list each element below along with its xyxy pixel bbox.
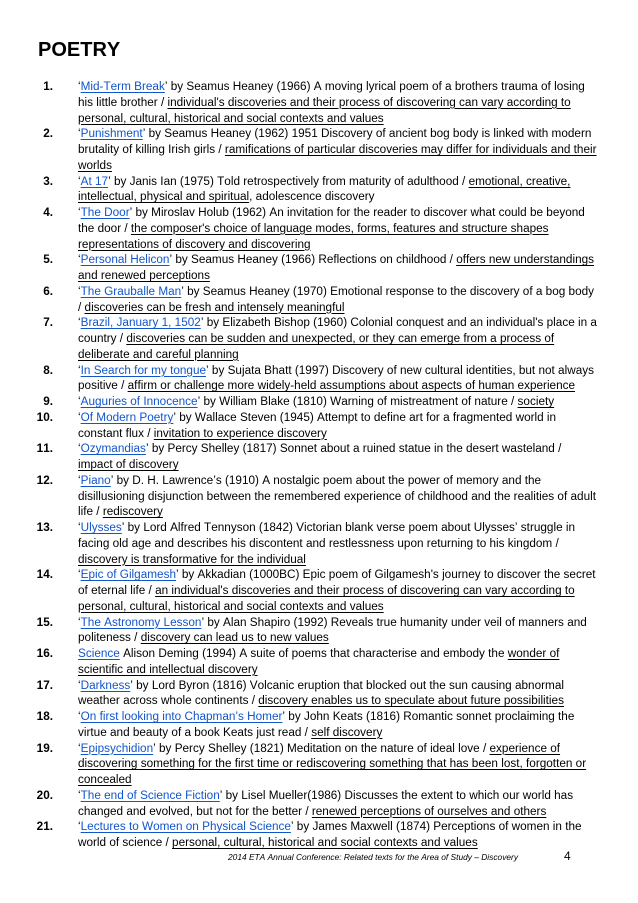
description-text: ‘ [78,253,81,267]
item-number: 20. [36,788,53,802]
description-text: ’ by Percy Shelley (1817) Sonnet about a ruined statue in the desert wasteland / [145,442,562,456]
theme-text: discovery is transformative for the individual [78,552,306,566]
text-line [78,741,638,757]
description-text: ’ by Seamus Heaney (1966) Reflections on childhood / [169,253,457,267]
text-line [78,426,638,442]
item-number: 13. [36,521,53,534]
item-text [78,441,638,473]
list-item [0,205,638,252]
text-line [78,158,638,174]
text-line [78,394,638,410]
list-item [0,615,638,647]
item-number: 15. [36,615,53,629]
description-text: ‘ [78,473,81,487]
item-text [78,79,638,126]
text-line [78,473,638,489]
description-text: changed and evolved, but not for the better / [78,804,312,818]
text-line [78,630,638,646]
description-text: ’ by William Blake (1810) Warning of mistreatment of nature / [197,395,518,408]
theme-text: personal, cultural, historical and social contexts and values [172,836,478,849]
theme-text: rediscovery [102,505,163,519]
item-number: 4. [43,206,53,219]
text-line [78,221,638,237]
description-text: ’ by Percy Shelley (1821) Meditation on the nature of ideal love / [153,741,490,755]
theme-text: impact of discovery [78,458,179,471]
text-line [78,347,638,363]
text-line [78,363,638,379]
description-text: ‘ [78,678,81,692]
item-text [78,678,638,710]
description-text: ‘ [78,127,81,141]
description-text: brutality of killing Irish girls / [78,143,225,156]
text-line [78,725,638,741]
description-text: the door / [78,221,131,235]
description-text: ‘ [78,741,81,755]
list-item [0,126,638,173]
poem-title-link[interactable]: The Astronomy Lesson [80,615,202,629]
description-text: Alison Deming (1994) A suite of poems that characterise and embody the [119,647,508,660]
description-text: ’ by Wallace Steven (1945) Attempt to define art for a fragmented world in [173,410,557,424]
item-number: 21. [36,820,53,834]
theme-text: offers new understandings [456,253,595,267]
item-number: 18. [36,710,53,723]
list-item [0,441,638,473]
text-line [78,378,638,394]
text-line [78,268,638,284]
text-line [78,410,638,426]
description-text: ’ by Akkadian (1000BC) Epic poem of Gilgamesh's journey to discover the secret [175,568,596,582]
theme-text: representations of discovery and discovering [78,237,311,251]
description-text: ’ by Miroslav Holub (1962) An invitation for the reader to discover what could be beyond [129,206,585,219]
poem-title-link[interactable]: The Door [80,206,130,219]
text-line [78,693,638,709]
item-text [78,126,638,173]
text-line [78,599,638,615]
description-text: positive / [78,379,128,393]
poem-title-link[interactable]: Auguries of Innocence [80,395,198,408]
text-line [78,284,638,300]
item-number: 11. [36,442,53,456]
list-item [0,284,638,316]
description-text: ’ by Sujata Bhatt (1997) Discovery of new cultural identities, but not always [206,363,594,377]
description-text: ’ by D. H. Lawrence’s (1910) A nostalgic poem about the power of memory and the [110,473,542,487]
item-number: 9. [43,395,53,408]
poem-title-link[interactable]: Darkness [80,678,131,692]
list-item [0,520,638,567]
list-item [0,473,638,520]
text-line [78,142,638,158]
poem-title-link[interactable]: Of Modern Poetry [80,410,174,424]
description-text: ‘ [78,568,81,582]
poem-list [0,79,638,851]
text-line [78,583,638,599]
item-number: 17. [36,678,53,692]
footer-text: 2014 ETA Annual Conference: Related texts for the Area of Study – Discovery [228,852,519,862]
poem-title-link[interactable]: Piano [80,473,111,487]
text-line [78,646,638,662]
poem-title-link[interactable]: At 17 [80,174,109,188]
list-item [0,315,638,362]
description-text: world of science / [78,836,173,849]
description-text: ‘ [78,284,81,298]
description-text: ‘ [78,395,81,408]
theme-text: discoveries can be sudden and unexpected, or they can emerge from a process of [126,332,555,345]
text-line [78,111,638,127]
list-item [0,709,638,741]
item-number: 7. [43,316,53,330]
item-number: 3. [43,174,53,188]
theme-text: discovery enables us to speculate about future possibilities [258,694,564,708]
text-line [78,536,638,552]
theme-text: discovering something for the first time or rediscovering something that has been lost, forgotten or [78,757,587,771]
theme-text: society [517,395,555,408]
description-text: ‘ [78,316,81,330]
description-text: virtue and beauty of a book Keats just read / [78,725,312,739]
poem-title-link[interactable]: Ozymandias [80,442,146,456]
theme-text: renewed perceptions of ourselves and others [311,804,547,818]
text-line [78,95,638,111]
item-text [78,174,638,206]
text-line [78,819,638,835]
description-text: ‘ [78,206,81,219]
theme-text: individual's discoveries and their process of discovering can vary according to [167,95,571,109]
text-line [78,174,638,190]
item-number: 6. [43,284,53,298]
description-text: ’ by Seamus Heaney (1962) 1951 Discovery of ancient bog body is linked with modern [142,127,592,141]
theme-text: personal, cultural, historical and social contexts and values [78,599,384,613]
list-item [0,410,638,442]
item-number: 12. [36,473,53,487]
description-text: disillusioning disjunction between the remembered experience of childhood and the realities of adult [78,489,596,503]
description-text: facing old age and describes his discontent and restlessness upon returning to his kingdom / [78,536,559,550]
list-item [0,788,638,820]
list-item [0,567,638,614]
description-text: ’ by Alan Shapiro (1992) Reveals true humanity under veil of manners and [201,615,587,629]
description-text: constant flux / [78,426,154,440]
item-number: 14. [36,568,53,582]
text-line [78,835,638,851]
item-text [78,741,638,788]
item-text [78,520,638,567]
description-text: ‘ [78,442,81,456]
theme-text: the composer's choice of language modes, forms, features and structure shapes [130,221,549,235]
item-number: 2. [43,127,53,141]
description-text: ‘ [78,615,81,629]
theme-text: self discovery [311,725,383,739]
list-item [0,394,638,410]
text-line [78,772,638,788]
theme-text: and renewed perceptions [78,269,210,282]
poem-title-link[interactable]: Epipsychidion [80,741,154,755]
item-number: 5. [43,253,53,267]
text-line [78,189,638,205]
text-line [78,552,638,568]
list-item [0,678,638,710]
description-text: ‘ [78,710,81,723]
text-line [78,441,638,457]
theme-text: discovery can lead us to new values [140,631,329,645]
text-line [78,520,638,536]
description-text: ‘ [78,410,81,424]
theme-text: intellectual, physical and spiritual [78,190,250,204]
description-text: politeness / [78,631,141,645]
description-text: life / [78,505,103,519]
text-line [78,567,638,583]
item-text [78,709,638,741]
text-line [78,504,638,520]
theme-text: affirm or challenge more widely-held assumptions about aspects of human experience [127,379,576,393]
list-item [0,646,638,678]
poem-title-link[interactable]: Punishment [80,127,143,141]
text-line [78,79,638,95]
description-text: ’ by John Keats (1816) Romantic sonnet proclaiming the [282,710,575,723]
item-text [78,473,638,520]
list-item [0,741,638,788]
poem-title-link[interactable]: The Grauballe Man [80,284,182,298]
description-text: ‘ [78,80,81,93]
description-text: ’ by Seamus Heaney (1970) Emotional response to the discovery of a bog body [181,284,595,298]
text-line [78,300,638,316]
text-line [78,205,638,221]
theme-text: invitation to experience discovery [153,426,327,440]
theme-text: scientific and intellectual discovery [78,662,258,676]
theme-text: personal, cultural, historical and social contexts and values [78,111,384,125]
page-title: POETRY [38,39,121,61]
poem-title-link[interactable]: On first looking into Chapman’s Homer [80,710,283,723]
description-text: / [78,300,85,314]
item-text [78,646,638,678]
item-text [78,819,638,851]
text-line [78,489,638,505]
poem-title-link[interactable]: Mid-Term Break [80,80,165,93]
item-text [78,315,638,362]
description-text: ’ by Lord Alfred Tennyson (1842) Victorian blank verse poem about Ulysses’ struggle in [121,521,576,534]
list-item [0,174,638,206]
item-number: 1. [43,80,53,93]
text-line [78,315,638,331]
item-number: 10. [36,410,53,424]
theme-text: discoveries can be fresh and intensely meaningful [84,300,345,314]
list-item [0,79,638,126]
item-number: 19. [36,741,53,755]
poem-title-link[interactable]: The end of Science Fiction [80,788,220,802]
list-item [0,252,638,284]
text-line [78,331,638,347]
description-text: ‘ [78,174,81,188]
poem-title-link[interactable]: In Search for my tongue [80,363,207,377]
description-text: ’ by Elizabeth Bishop (1960) Colonial conquest and an individual's place in a [200,316,597,330]
description-text: , adolescence discovery [249,190,375,204]
list-item [0,819,638,851]
description-text: ’ by Seamus Heaney (1966) A moving lyrical poem of a brothers trauma of losing [164,80,585,93]
description-text: ‘ [78,820,81,834]
list-item [0,363,638,395]
item-text [78,788,638,820]
theme-text: emotional, creative, [468,174,571,188]
theme-text: concealed [78,773,132,786]
description-text: ’ by Lord Byron (1816) Volcanic eruption that blocked out the sun causing abnormal [130,678,564,692]
item-text [78,410,638,442]
theme-text: an individual's discoveries and their process of discovering can vary according to [155,584,575,597]
item-text [78,284,638,316]
text-line [78,804,638,820]
poem-title-link[interactable]: Personal Helicon [80,253,170,267]
item-text [78,205,638,252]
description-text: ‘ [78,363,81,377]
item-text [78,394,638,410]
text-line [78,126,638,142]
description-text: ’ by James Maxwell (1874) Perceptions of women in the [290,820,582,834]
description-text: country / [78,332,127,345]
description-text: ‘ [78,521,81,534]
theme-text: deliberate and careful planning [78,347,239,361]
poem-title-link[interactable]: Ulysses [80,521,122,534]
theme-text: wonder of [507,647,560,660]
poem-title-link[interactable]: Brazil, January 1, 1502 [80,316,201,330]
text-line [78,662,638,678]
text-line [78,457,638,473]
text-line [78,237,638,253]
theme-text: experience of [489,741,561,755]
description-text: weather across whole continents / [78,694,259,708]
description-text: ’ by Lisel Mueller(1986) Discusses the extent to which our world has [219,788,574,802]
theme-text: worlds [78,158,112,172]
text-line [78,788,638,804]
description-text: his little brother / [78,95,168,109]
theme-text: ramifications of particular discoveries may differ for individuals and their [224,143,597,156]
item-number: 8. [43,363,53,377]
item-text [78,615,638,647]
poem-title-link[interactable]: Lectures to Women on Physical Science [80,820,291,834]
text-line [78,252,638,268]
description-text: ’ by Janis Ian (1975) Told retrospectively from maturity of adulthood / [108,174,469,188]
text-line [78,709,638,725]
description-text: of eternal life / [78,584,156,597]
item-text [78,567,638,614]
text-line [78,678,638,694]
poem-title-link[interactable]: Epic of Gilgamesh [80,568,176,582]
text-line [78,756,638,772]
page-number: 4 [564,849,571,863]
poem-title-link[interactable]: Science [78,647,120,660]
text-line [78,615,638,631]
item-text [78,252,638,284]
item-number: 16. [36,647,53,660]
description-text: ‘ [78,788,81,802]
item-text [78,363,638,395]
